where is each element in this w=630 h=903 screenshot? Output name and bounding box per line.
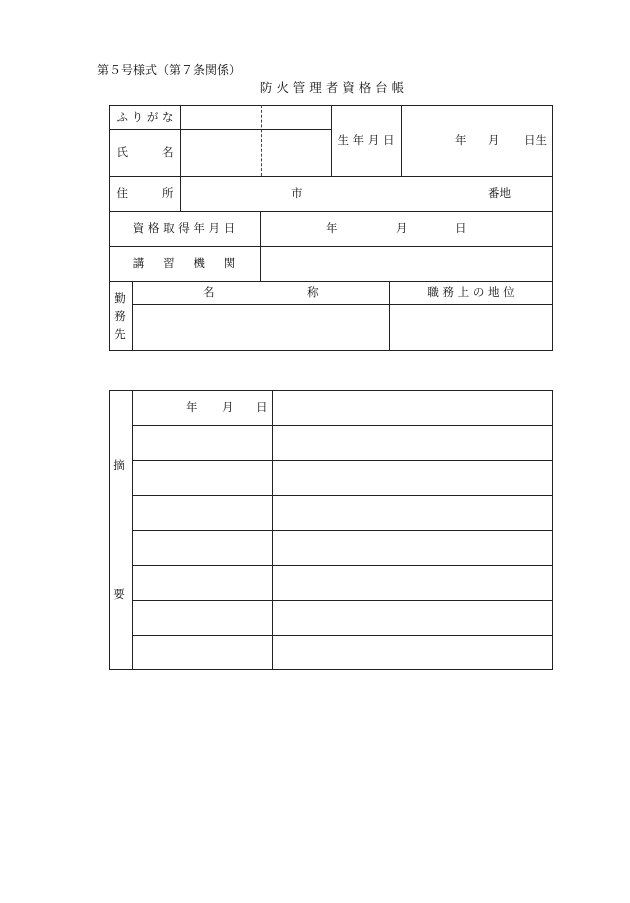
workplace-label-char-2: 務	[114, 309, 126, 323]
remarks-content-cell[interactable]	[273, 461, 552, 495]
remarks-date-cell[interactable]	[133, 636, 272, 669]
address-city-unit: 市	[291, 186, 303, 200]
birthdate-day-unit: 日生	[524, 133, 547, 147]
remarks-date-cell[interactable]	[133, 601, 272, 635]
qualification-date-label: 資 格 取 得 年 月 日	[132, 221, 236, 235]
birthdate-year-unit: 年	[455, 133, 467, 147]
remarks-content-cell[interactable]	[273, 531, 552, 565]
date-header-month: 月	[222, 400, 234, 414]
qualification-month-unit: 月	[396, 221, 408, 235]
remarks-label-char-2: 要	[113, 587, 125, 601]
remarks-content-cell[interactable]	[273, 566, 552, 600]
qualification-day-unit: 日	[455, 221, 467, 235]
workplace-name-header-2: 称	[307, 285, 319, 299]
furigana-label: ふ り が な	[116, 110, 174, 124]
address-label: 住 所	[116, 186, 174, 200]
address-banchi-unit: 番地	[488, 186, 511, 200]
workplace-position-header: 職 務 上 の 地 位	[427, 285, 515, 299]
training-institution-label: 講 習 機 関	[132, 256, 236, 270]
name-label: 氏 名	[116, 145, 174, 159]
remarks-content-cell[interactable]	[273, 426, 552, 460]
remarks-date-cell[interactable]	[133, 531, 272, 565]
page-title: 防 火 管 理 者 資 格 台 帳	[259, 80, 405, 95]
remarks-date-cell[interactable]	[133, 566, 272, 600]
birthdate-label: 生 年 月 日	[337, 133, 395, 147]
workplace-label-char-3: 先	[114, 327, 126, 341]
qualification-year-unit: 年	[326, 221, 338, 235]
remarks-content-cell[interactable]	[273, 601, 552, 635]
birthdate-month-unit: 月	[488, 133, 500, 147]
remarks-date-cell[interactable]	[133, 496, 272, 530]
remarks-date-cell[interactable]	[133, 426, 272, 460]
date-header-year: 年	[186, 400, 198, 414]
date-header-day: 日	[256, 400, 268, 414]
remarks-content-cell[interactable]	[273, 636, 552, 669]
form-number: 第５号様式（第７条関係）	[97, 63, 242, 77]
remarks-content-cell[interactable]	[273, 391, 552, 425]
remarks-content-cell[interactable]	[273, 496, 552, 530]
workplace-name-header-1: 名	[203, 285, 215, 299]
workplace-label-char-1: 勤	[114, 291, 126, 305]
remarks-date-cell[interactable]	[133, 461, 272, 495]
remarks-label-char-1: 摘	[113, 458, 125, 472]
